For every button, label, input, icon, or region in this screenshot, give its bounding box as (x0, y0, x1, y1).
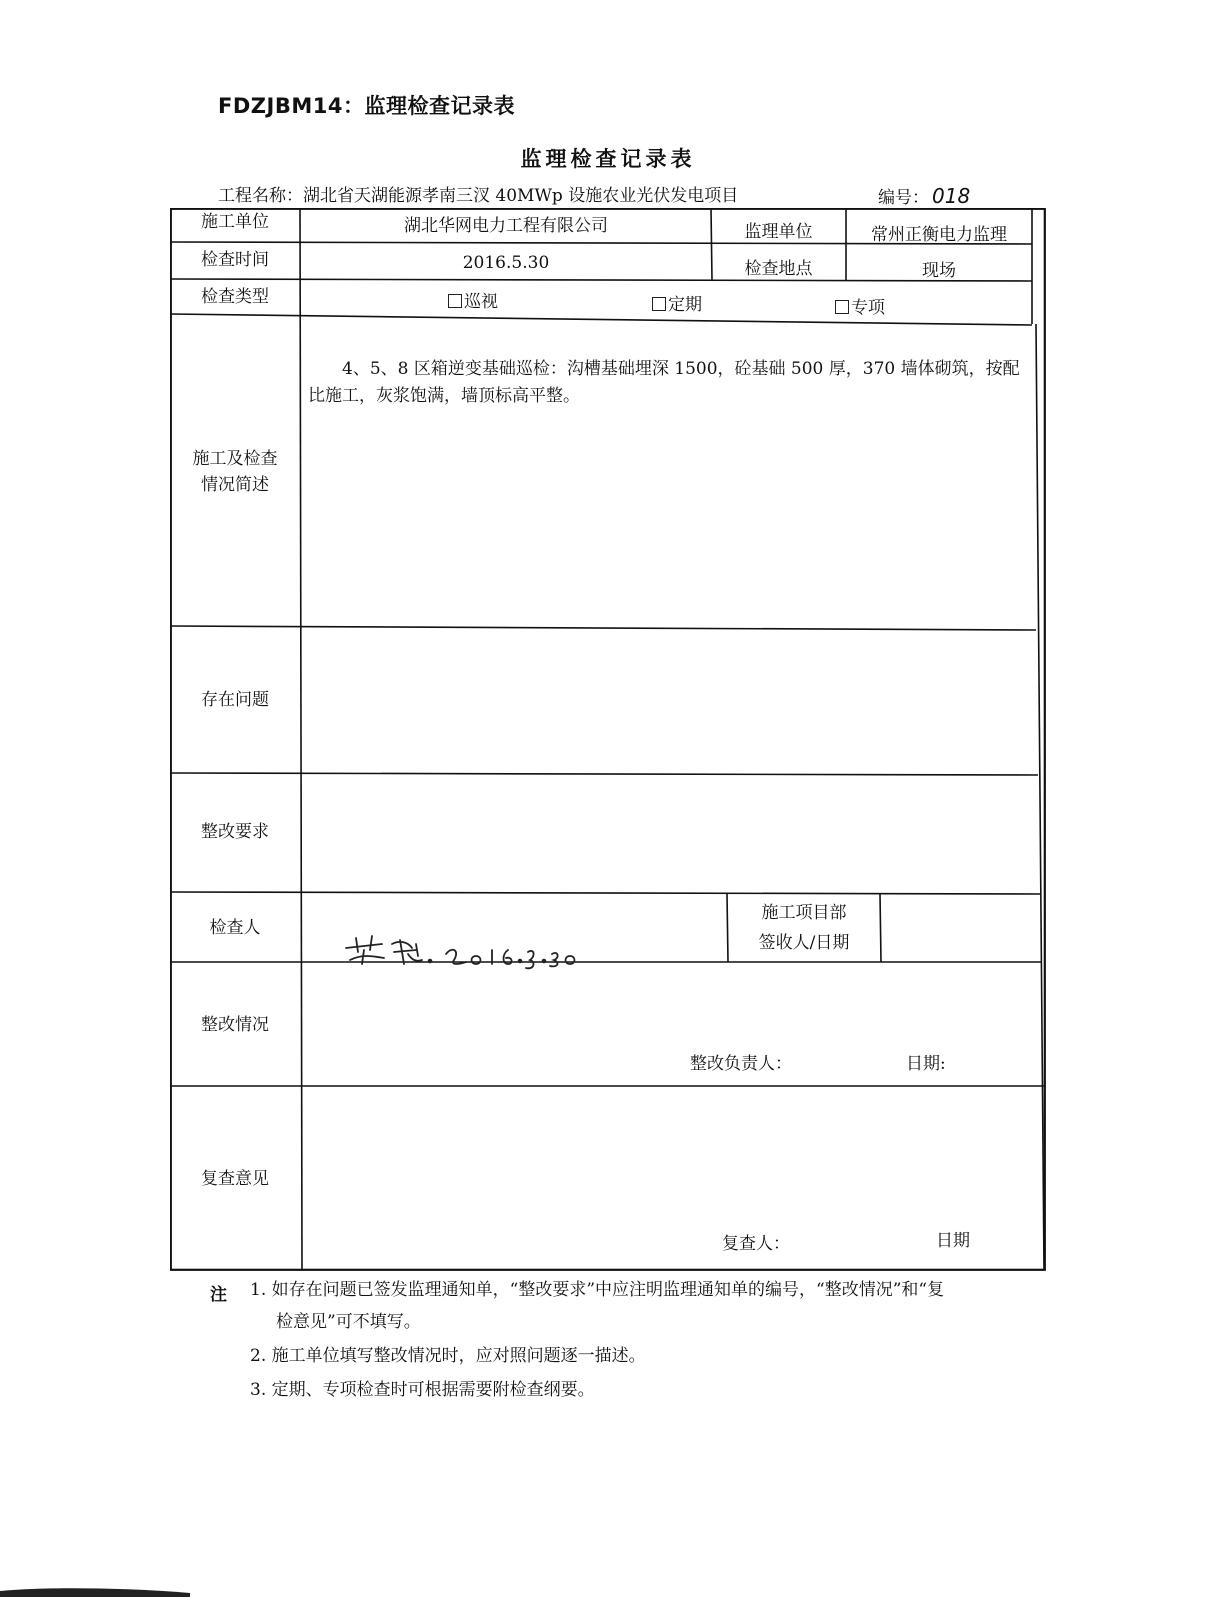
inspection-type-periodic[interactable] (652, 292, 702, 318)
summary-label (170, 446, 300, 498)
supervision-unit-value: 常州正衡电力监理 (871, 225, 1007, 245)
inspection-type-periodic-label: 定期 (668, 295, 702, 315)
rectify-requirements-label: 整改要求 (201, 822, 269, 842)
note-item-1: 1. 如存在问题已签发监理通知单，“整改要求”中应注明监理通知单的编号，“整改情况”和“复 (250, 1280, 945, 1300)
rechecker-label: 复查人： (722, 1234, 790, 1254)
inspection-place-label: 检查地点 (744, 259, 813, 279)
inspection-place-value: 现场 (922, 261, 956, 281)
rectify-person-label: 整改负责人： (690, 1054, 792, 1074)
inspector-signature (342, 930, 582, 970)
note-item-2: 2. 施工单位填写整改情况时，应对照问题逐一描述。 (250, 1346, 646, 1366)
serial-number (878, 183, 970, 208)
problems-label: 存在问题 (201, 690, 269, 710)
recheck-date-label: 日期 (936, 1231, 970, 1251)
form-code: FDZJBM14：监理检查记录表 (218, 94, 515, 118)
construction-unit-label: 施工单位 (201, 212, 269, 232)
inspection-type-label: 检查类型 (201, 287, 269, 307)
summary-text: 4、5、8 区箱逆变基础巡检：沟槽基础埋深 1500，砼基础 500 厚，370 墙体砌筑，按配比施工，灰浆饱满，墙顶标高平整。 (308, 359, 1020, 406)
inspector-label: 检查人 (209, 918, 261, 938)
serial-value: 018 (932, 184, 971, 208)
inspection-form-table (170, 208, 1046, 1271)
inspection-time-label: 检查时间 (201, 250, 269, 270)
inspection-time-value: 2016.5.30 (462, 253, 550, 273)
project-dept-label-line1: 施工项目部 (761, 903, 847, 923)
serial-label: 编号： (878, 188, 929, 208)
rectify-status-label: 整改情况 (201, 1015, 269, 1035)
inspection-type-special-label: 专项 (851, 298, 885, 318)
supervision-unit-label: 监理单位 (744, 222, 813, 242)
inspection-type-patrol[interactable] (448, 289, 498, 315)
scan-edge-smudge (0, 1583, 190, 1597)
inspection-type-special[interactable] (835, 295, 885, 321)
project-dept-receiver-label (728, 898, 880, 958)
document-title: 监理检查记录表 (520, 147, 696, 171)
note-item-3: 3. 定期、专项检查时可根据需要附检查纲要。 (250, 1380, 595, 1400)
checkbox-icon (652, 297, 666, 311)
project-label: 工程名称： (218, 186, 303, 206)
project-name: 湖北省天湖能源孝南三汊 40MWp 设施农业光伏发电项目 (303, 186, 739, 206)
checkbox-icon (448, 294, 462, 308)
rectify-date-label: 日期: (906, 1054, 946, 1074)
recheck-label: 复查意见 (201, 1169, 269, 1189)
summary-label-line1: 施工及检查 (192, 449, 278, 469)
inspection-type-patrol-label: 巡视 (464, 292, 498, 312)
project-name-line (218, 181, 738, 206)
construction-unit-value: 湖北华网电力工程有限公司 (404, 216, 608, 236)
notes-label: 注 (210, 1285, 227, 1305)
note-item-1-cont: 检意见”可不填写。 (276, 1312, 421, 1332)
summary-label-line2: 情况简述 (201, 475, 269, 495)
project-dept-label-line2: 签收人/日期 (758, 933, 850, 953)
checkbox-icon (835, 300, 849, 314)
